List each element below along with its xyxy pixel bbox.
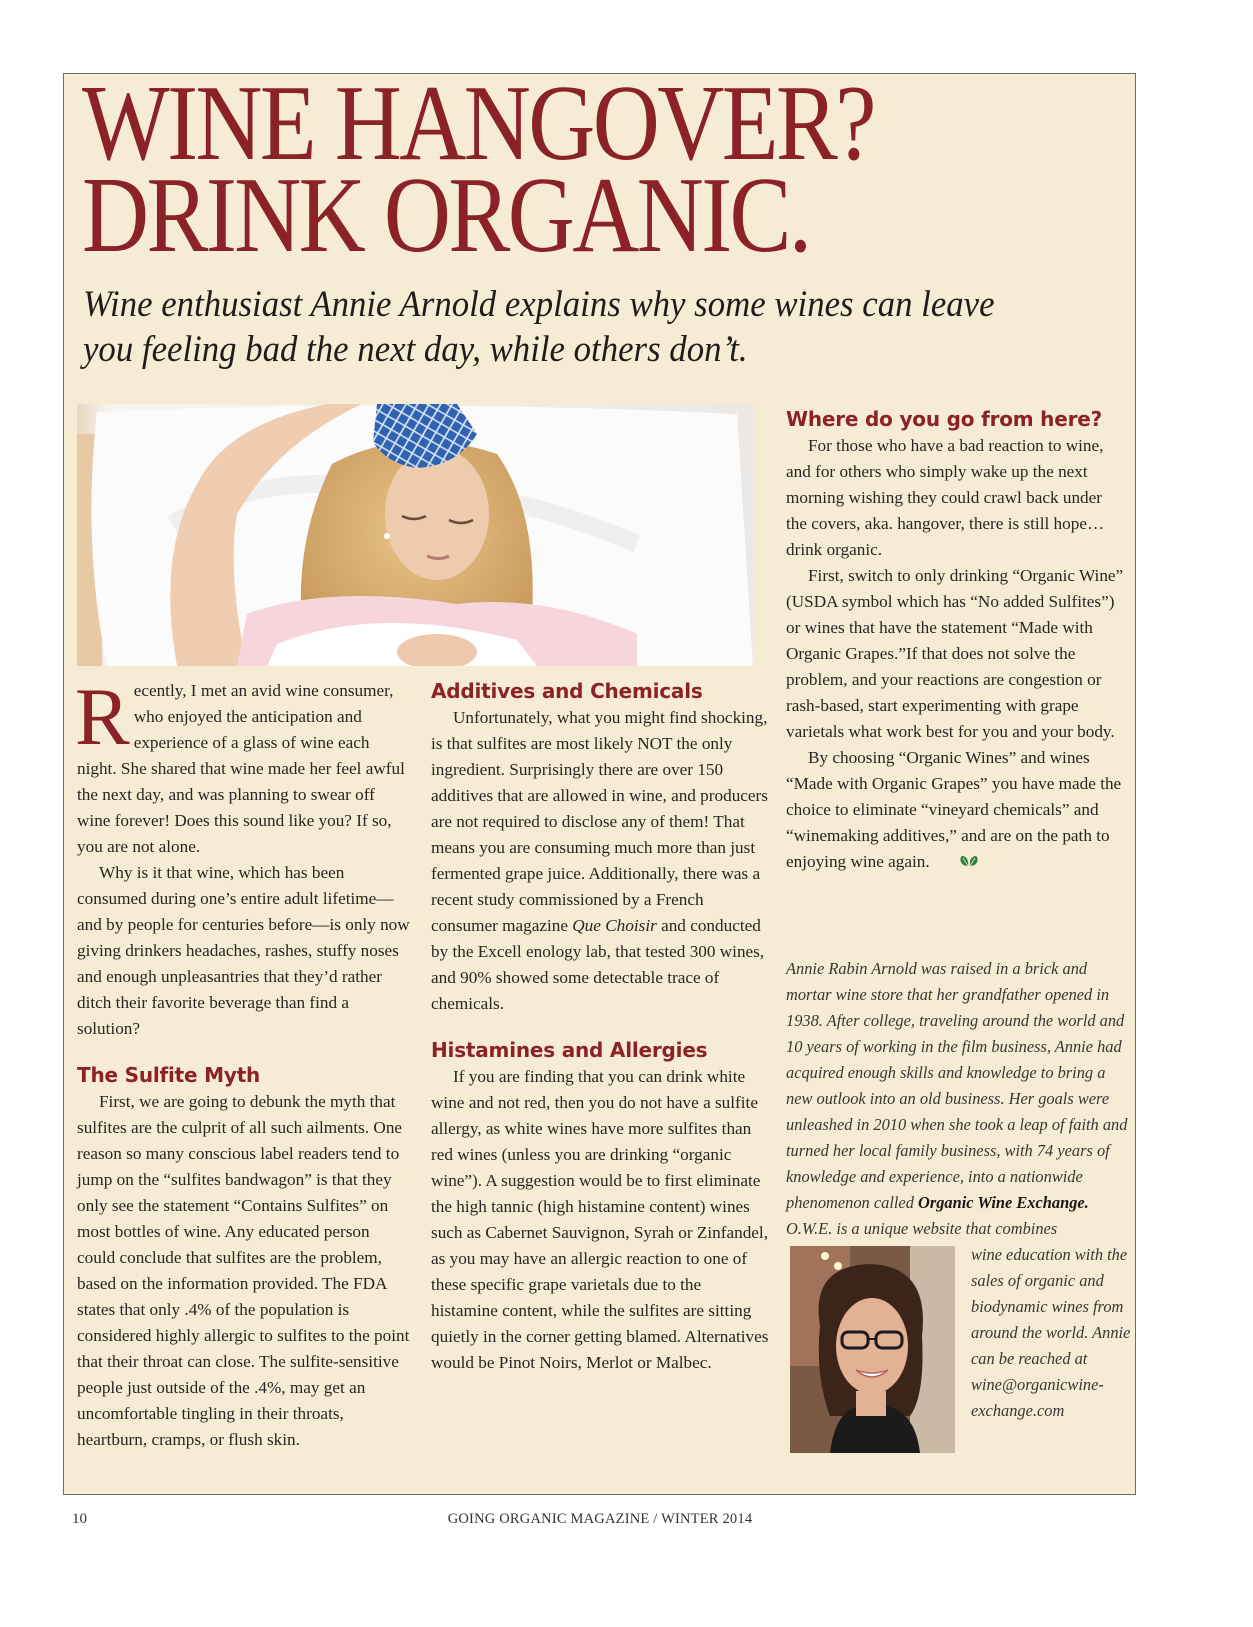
drop-cap: R <box>75 671 130 762</box>
heading-sulfite-myth: The Sulfite Myth <box>77 1063 261 1087</box>
column-2 <box>431 678 771 1376</box>
publication-footer: GOING ORGANIC MAGAZINE / WINTER 2014 <box>447 1511 753 1527</box>
where-paragraph-2: First, switch to only drinking “Organic Wine” (USDA symbol which has “No added Sulfites”) or wines that have the statement “Made with Organic Grapes.”If that does not solve the problem, and your reactions are congestion or rash-based, start experimenting with grape varietals what work best for you and your body. <box>786 566 1124 741</box>
leaf-end-mark-icon <box>936 850 958 864</box>
heading-additives: Additives and Chemicals <box>431 679 703 703</box>
headline <box>82 64 874 275</box>
author-photo <box>790 1246 955 1453</box>
magazine-title: Que Choisir <box>572 916 657 935</box>
column-3 <box>786 406 1124 875</box>
bio-text: Annie Rabin Arnold was raised in a brick and mortar wine store that her grandfather opened in 1938. After college, traveling around the world and 10 years of working in the film business, Annie had acquired enough skills and knowledge to bring a new outlook into an old business. Her goals were unleashed in 2010 when she took a leap of faith and turned her local family business, with 74 years of knowledge and experience, into a nationwide phenomenon called Organic Wine Exchange. O.W.E. is a unique website that combines <box>786 959 1128 1238</box>
column-1 <box>75 671 412 1453</box>
deck-subtitle: Wine enthusiast Annie Arnold explains why some wines can leave you feeling bad the next day, while others don’t. <box>83 284 995 370</box>
where-paragraph-3: By choosing “Organic Wines” and wines “Made with Organic Grapes” you have made the choice to eliminate “vineyard chemicals” and “winemaking additives,” and are on the path to enjoying wine again. <box>786 748 1122 871</box>
where-paragraph-1: For those who have a bad reaction to wine, and for others who simply wake up the next morning wishing they could crawl back under the covers, aka. hangover, there is still hope… drink organic. <box>786 436 1105 559</box>
headline-line-2: DRINK ORGANIC. <box>82 156 810 275</box>
heading-histamines: Histamines and Allergies <box>431 1038 708 1062</box>
headline-line-1: WINE HANGOVER? <box>82 64 874 183</box>
histamines-paragraph: If you are finding that you can drink white wine and not red, then you do not have a sulfite allergy, as white wines have more sulfites than red wines (unless you are drinking “organic wine”). A suggestion would be to first eliminate the high tannic (high histamine content) wines such as Cabernet Sauvignon, Syrah or Zinfandel, as you may have an allergic reaction to one of these specific grape varietals due to the histamine content, while the sulfites are sitting quietly in the corner getting blamed. Alternatives would be Pinot Noirs, Merlot or Malbec. <box>431 1067 769 1372</box>
sulfite-paragraph: First, we are going to debunk the myth that sulfites are the culprit of all such ailments. One reason so many conscious label readers tend to jump on the “sulfites bandwagon” is that they only see the statement “Contains Sulfites” on most bottles of wine. Any educated person could conclude that sulfites are the problem, based on the information provided. The FDA states that only .4% of the population is considered highly allergic to sulfites to the point that their throat can close. The sulfite-sensitive people just outside of the .4%, may get an uncomfortable tingling in their throats, heartburn, cramps, or flush skin. <box>77 1092 410 1449</box>
page-number: 10 <box>72 1511 87 1527</box>
intro-paragraph-2: Why is it that wine, which has been consumed during one’s entire adult lifetime—and by people for centuries before—is only now giving drinkers headaches, rashes, stuffy noses and enough unpleasantries that they’d rather ditch their favorite beverage than find a solution? <box>77 863 410 1038</box>
company-name: Organic Wine Exchange. <box>918 1193 1089 1212</box>
hero-photo <box>77 404 753 666</box>
intro-paragraph-1: Recently, I met an avid wine consumer, who enjoyed the anticipation and experience of a glass of wine each night. She shared that wine made her feel awful the next day, and was planning to swear off wine forever! Does this sound like you? If so, you are not alone. <box>75 671 405 856</box>
additives-paragraph: Unfortunately, what you might find shocking, is that sulfites are most likely NOT the only ingredient. Surprisingly there are over 150 additives that are allowed in wine, and producers are not required to disclose any of them! That means you are consuming much more than just fermented grape juice. Additionally, there was a recent study commissioned by a French consumer magazine Que Choisir and conducted by the Excell enology lab, that tested 300 wines, and 90% showed some detectable trace of chemicals. <box>431 708 768 1013</box>
author-bio <box>786 956 1131 1453</box>
heading-where-from-here: Where do you go from here? <box>786 407 1103 431</box>
bio-text-wrap: wine education with the sales of organic and biodynamic wines from around the world. Annie can be reached at wine@organicwine-exchange.com <box>971 1245 1131 1420</box>
